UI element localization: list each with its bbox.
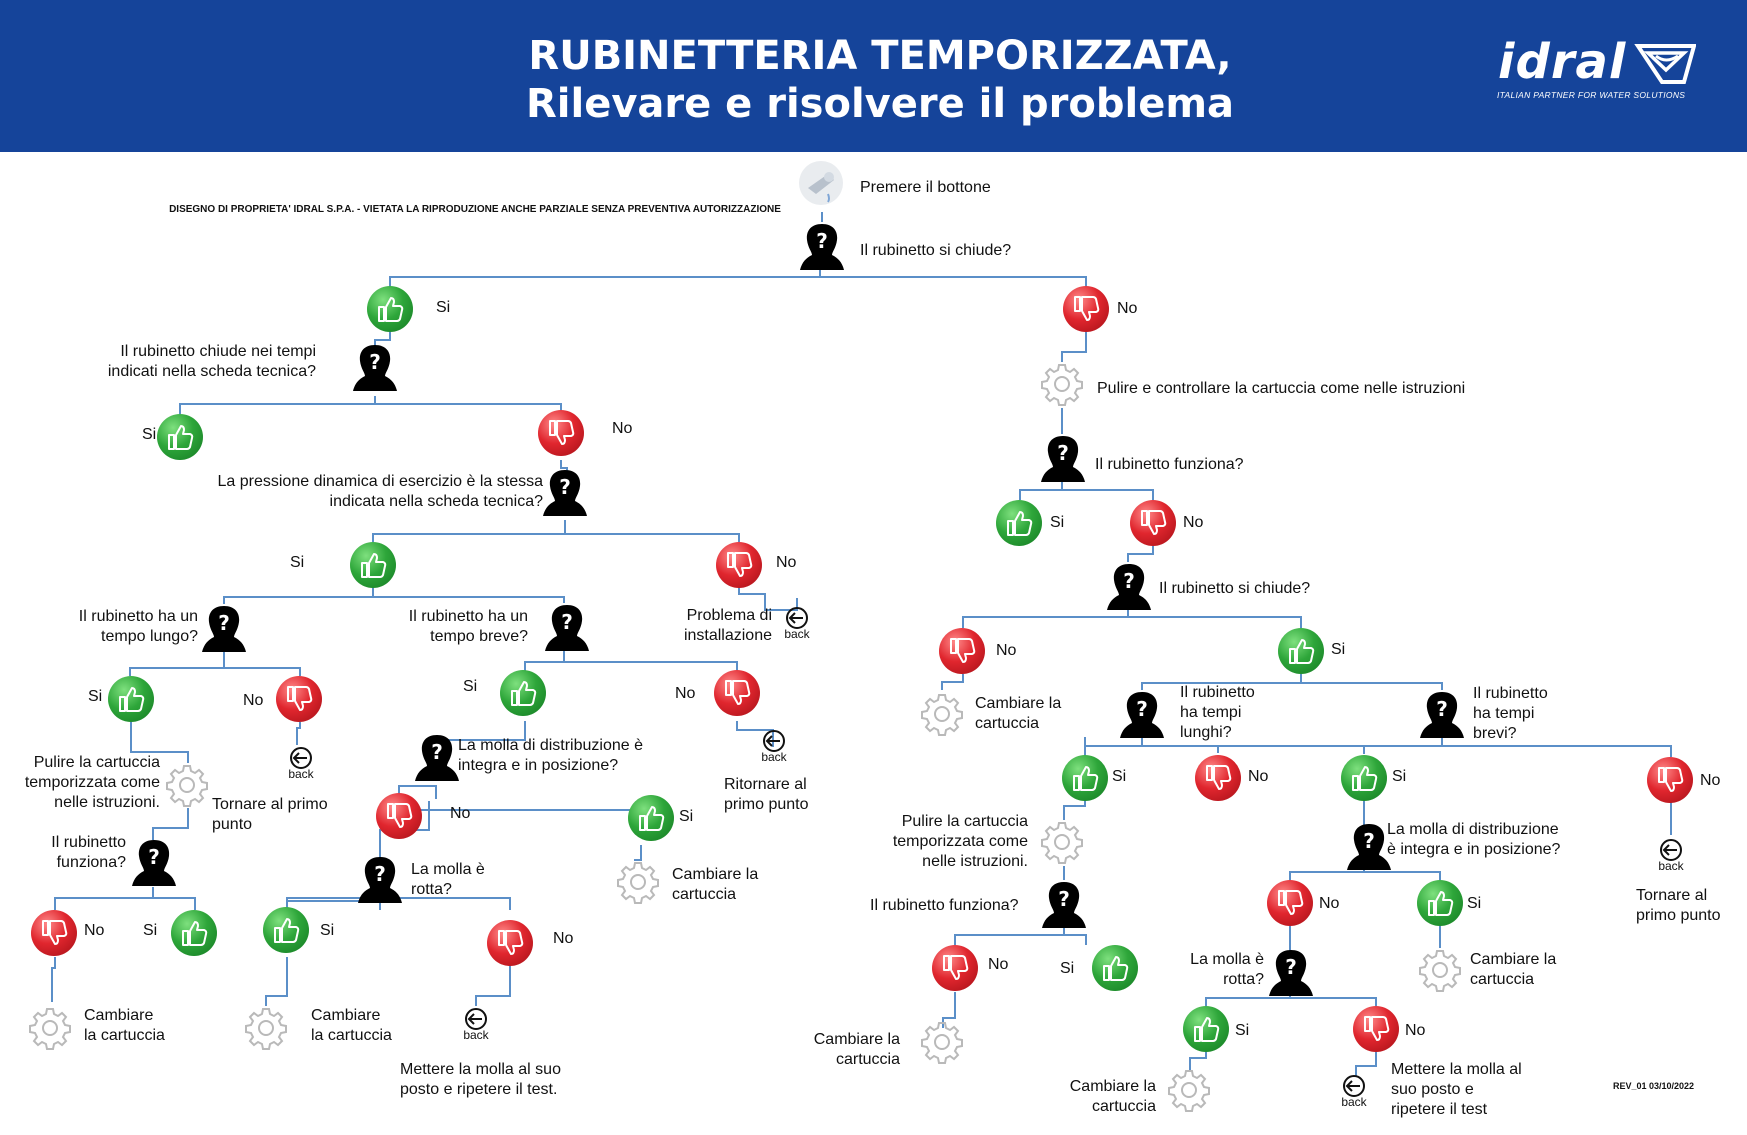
thumbs-up-icon [996, 500, 1042, 546]
answer-no-label: No [1319, 895, 1340, 912]
svg-text:?: ? [1363, 829, 1375, 853]
back-label: back [463, 1028, 489, 1042]
svg-text:?: ? [374, 862, 386, 886]
answer-no-label: No [553, 930, 574, 947]
thumbs-down-icon [1130, 500, 1176, 546]
question-label: La molla è rotta? [411, 861, 485, 898]
thumbs-up-icon [108, 676, 154, 722]
thumbs-down-icon [932, 945, 978, 991]
answer-no-label: No [84, 922, 105, 939]
gear-icon [165, 763, 209, 807]
answer-no-label: No [1117, 300, 1138, 317]
answer-no-label: No [1700, 772, 1721, 789]
svg-text:?: ? [1136, 697, 1148, 721]
thumbs-up-icon [1417, 880, 1463, 926]
question-label: Il rubinetto si chiude? [1159, 580, 1311, 597]
idral-logo: idral [1498, 34, 1627, 90]
gear-icon [28, 1006, 72, 1050]
thumbs-down-icon [276, 676, 322, 722]
svg-text:?: ? [148, 845, 160, 869]
thumbs-up-icon [1183, 1006, 1229, 1052]
action-label: Cambiare la cartuccia [813, 1031, 900, 1068]
back-button[interactable] [283, 746, 319, 786]
back-label: back [761, 750, 787, 764]
question-person-icon [800, 222, 844, 270]
back-label: back [1341, 1095, 1367, 1109]
question-person-icon [415, 733, 459, 781]
svg-text:?: ? [1058, 887, 1070, 911]
thumbs-up-icon [1092, 945, 1138, 991]
question-label: Il rubinetto ha un tempo lungo? [78, 608, 198, 645]
answer-yes-label: Si [1392, 768, 1407, 785]
question-label: La molla di distribuzione è integra e in posizione? [458, 737, 643, 774]
gear-icon [1418, 948, 1462, 992]
back-button[interactable] [756, 729, 792, 769]
question-person-icon [202, 604, 246, 652]
logo-tagline: ITALIAN PARTNER FOR WATER SOLUTIONS [1497, 90, 1686, 100]
back-button[interactable] [458, 1007, 494, 1047]
answer-no-label: No [988, 956, 1009, 973]
question-person-icon [1041, 434, 1085, 482]
copyright-notice: DISEGNO DI PROPRIETA' IDRAL S.P.A. - VIETATA LA RIPRODUZIONE ANCHE PARZIALE SENZA PREVENTIVA AUTORIZZAZIONE [169, 204, 781, 215]
question-person-icon [1120, 690, 1164, 738]
answer-no-label: No [612, 420, 633, 437]
answer-no-label: No [243, 692, 264, 709]
answer-yes-label: Si [1060, 960, 1075, 977]
thumbs-down-icon [1353, 1006, 1399, 1052]
svg-text:?: ? [561, 610, 573, 634]
action-label: Pulire la cartuccia temporizzata come nelle istruzioni. [24, 754, 160, 811]
gear-icon [920, 1020, 964, 1064]
step-label: Pulire e controllare la cartuccia come nelle istruzioni [1097, 380, 1466, 397]
thumbs-down-icon [1267, 880, 1313, 926]
svg-text:?: ? [1436, 697, 1448, 721]
answer-yes-label: Si [463, 678, 478, 695]
question-label: Il rubinetto ha tempi brevi? [1473, 685, 1548, 742]
thumbs-down-icon [538, 410, 584, 456]
question-label: La molla di distribuzione è integra e in posizione? [1387, 821, 1561, 858]
answer-no-label: No [776, 554, 797, 571]
svg-text:?: ? [369, 350, 381, 374]
back-label: back [784, 627, 810, 641]
question-person-icon [1269, 948, 1313, 996]
question-label: La molla è rotta? [1190, 951, 1264, 988]
question-person-icon [545, 603, 589, 651]
gear-icon [920, 692, 964, 736]
answer-yes-label: Si [436, 299, 451, 316]
page-title-line1: RUBINETTERIA TEMPORIZZATA, [528, 33, 1232, 79]
question-person-icon [132, 838, 176, 886]
question-label: Il rubinetto funziona? [51, 834, 126, 871]
question-label: Il rubinetto funziona? [870, 897, 1019, 914]
revision-label: REV_01 03/10/2022 [1613, 1081, 1695, 1091]
answer-no-label: No [675, 685, 696, 702]
back-button[interactable] [1653, 838, 1689, 878]
thumbs-up-icon [157, 414, 203, 460]
answer-yes-label: Si [143, 922, 158, 939]
gear-icon [244, 1006, 288, 1050]
thumbs-down-icon [1195, 755, 1241, 801]
thumbs-down-icon [31, 910, 77, 956]
thumbs-up-icon [263, 907, 309, 953]
thumbs-up-icon [1278, 628, 1324, 674]
svg-text:?: ? [816, 229, 828, 253]
action-label: Cambiare la cartuccia [672, 866, 759, 903]
action-label: Mettere la molla al suo posto e ripetere il test. [400, 1061, 561, 1098]
answer-yes-label: Si [1050, 514, 1065, 531]
thumbs-down-icon [487, 920, 533, 966]
thumbs-down-icon [376, 793, 422, 839]
action-label: Mettere la molla al suo posto e ripetere il test [1391, 1061, 1522, 1118]
back-label: back [1658, 859, 1684, 873]
answer-yes-label: Si [1331, 641, 1346, 658]
gear-icon [1040, 362, 1084, 406]
question-label: La pressione dinamica di esercizio è la stessa indicata nella scheda tecnica? [217, 473, 543, 510]
answer-yes-label: Si [320, 922, 335, 939]
question-person-icon [1107, 562, 1151, 610]
answer-no-label: No [1248, 768, 1269, 785]
thumbs-down-icon [714, 670, 760, 716]
question-label: Il rubinetto si chiude? [860, 242, 1012, 259]
svg-text:?: ? [218, 611, 230, 635]
action-label: Ritornare al primo punto [724, 776, 809, 813]
question-label: Il rubinetto ha un tempo breve? [408, 608, 528, 645]
svg-text:?: ? [559, 475, 571, 499]
tap-button-icon [798, 160, 844, 206]
answer-yes-label: Si [1112, 768, 1127, 785]
question-person-icon [1420, 690, 1464, 738]
thumbs-up-icon [500, 670, 546, 716]
action-label: Tornare al primo punto [1636, 887, 1721, 924]
answer-yes-label: Si [679, 808, 694, 825]
question-person-icon [1042, 880, 1086, 928]
thumbs-down-icon [716, 542, 762, 588]
answer-no-label: No [996, 642, 1017, 659]
step-label: Premere il bottone [860, 179, 991, 196]
question-label: Il rubinetto funziona? [1095, 456, 1244, 473]
action-label: Tornare al primo punto [212, 796, 328, 833]
action-label: Cambiare la cartuccia [1470, 951, 1557, 988]
page-title-line2: Rilevare e risolvere il problema [525, 81, 1234, 127]
answer-yes-label: Si [88, 688, 103, 705]
answer-yes-label: Si [290, 554, 305, 571]
thumbs-up-icon [628, 795, 674, 841]
answer-yes-label: Si [142, 426, 157, 443]
svg-text:?: ? [431, 740, 443, 764]
question-person-icon [1347, 822, 1391, 870]
thumbs-up-icon [1062, 755, 1108, 801]
back-button[interactable] [779, 606, 815, 646]
back-label: back [288, 767, 314, 781]
step-label: Problema di installazione [683, 607, 772, 644]
thumbs-down-icon [1647, 757, 1693, 803]
question-person-icon [358, 855, 402, 903]
gear-icon [616, 860, 660, 904]
back-button[interactable] [1336, 1074, 1372, 1114]
question-label: Il rubinetto ha tempi lunghi? [1180, 684, 1255, 741]
answer-yes-label: Si [1467, 895, 1482, 912]
question-person-icon [543, 468, 587, 516]
question-person-icon [353, 343, 397, 391]
question-label: Il rubinetto chiude nei tempi indicati nella scheda tecnica? [107, 343, 316, 380]
thumbs-up-icon [1341, 755, 1387, 801]
svg-text:?: ? [1123, 569, 1135, 593]
gear-icon [1167, 1068, 1211, 1112]
gear-icon [1040, 820, 1084, 864]
thumbs-up-icon [171, 910, 217, 956]
thumbs-down-icon [939, 628, 985, 674]
thumbs-up-icon [367, 286, 413, 332]
action-label: Cambiare la cartuccia [311, 1007, 392, 1044]
answer-no-label: No [1405, 1022, 1426, 1039]
action-label: Cambiare la cartuccia [84, 1007, 165, 1044]
action-label: Pulire la cartuccia temporizzata come nelle istruzioni. [892, 813, 1028, 870]
answer-yes-label: Si [1235, 1022, 1250, 1039]
thumbs-up-icon [350, 542, 396, 588]
svg-text:?: ? [1285, 955, 1297, 979]
action-label: Cambiare la cartuccia [975, 695, 1062, 732]
thumbs-down-icon [1063, 286, 1109, 332]
answer-no-label: No [1183, 514, 1204, 531]
svg-text:?: ? [1057, 441, 1069, 465]
action-label: Cambiare la cartuccia [1069, 1078, 1156, 1115]
answer-no-label: No [450, 805, 471, 822]
